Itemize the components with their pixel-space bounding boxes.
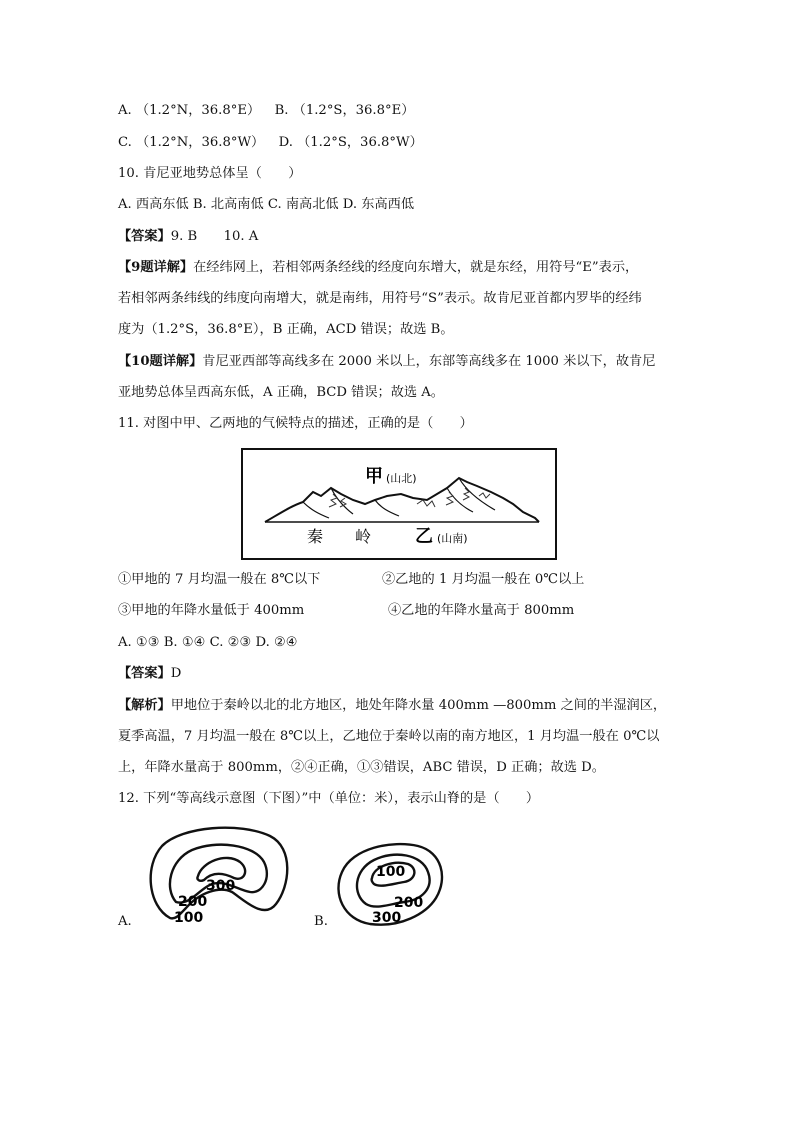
- explain10-tag: 【10题详解】: [118, 354, 203, 369]
- q11-item-4: ④乙地的年降水量高于 800mm: [388, 603, 575, 618]
- q11-items-row-1: [118, 570, 584, 590]
- contour-b-100: 100: [376, 864, 406, 880]
- label-jia-note: (山北): [386, 472, 417, 485]
- q9-options-row-2: [118, 133, 423, 153]
- fig-b-label: B.: [314, 914, 328, 929]
- answer-tag: 【答案】: [118, 229, 171, 244]
- contour-b-300: 300: [372, 910, 402, 926]
- answer-11-tag: 【答案】: [118, 666, 171, 681]
- answer-11-text: D: [170, 666, 182, 681]
- contour-b-200: 200: [394, 895, 424, 911]
- explain10-line-2: 亚地势总体呈西高东低，A 正确，BCD 错误；故选 A。: [118, 385, 444, 400]
- explain9-text-1: 在经纬网上，若相邻两条经线的经度向东增大，就是东经，用符号“E”表示，: [193, 260, 639, 275]
- q11-items-row-2: [118, 601, 574, 621]
- q9-option-c: C. （1.2°N，36.8°W）: [118, 135, 265, 150]
- answer-11: [118, 664, 181, 684]
- q12-stem: 12. 下列“等高线示意图（下图）”中（单位：米），表示山脊的是（ ）: [118, 791, 540, 806]
- q10-options: A. 西高东低 B. 北高南低 C. 南高北低 D. 东高西低: [118, 197, 415, 212]
- explain9-tag: 【9题详解】: [118, 260, 194, 275]
- analysis11-line-1: [118, 696, 666, 716]
- analysis11-tag: 【解析】: [118, 698, 171, 713]
- q9-option-d: D. （1.2°S，36.8°W）: [278, 135, 423, 150]
- label-yi: 乙: [415, 526, 433, 547]
- contour-figure-b: [330, 836, 450, 928]
- label-yi-note: (山南): [437, 532, 468, 545]
- contour-figure-a: [140, 822, 300, 928]
- explain9-line-3: 度为（1.2°S，36.8°E），B 正确，ACD 错误；故选 B。: [118, 322, 454, 337]
- figure-frame: [242, 449, 556, 559]
- analysis11-line-2: 夏季高温，7 月均温一般在 8℃以上，乙地位于秦岭以南的南方地区，1 月均温一般在 0℃以: [118, 729, 660, 744]
- q9-option-a: A. （1.2°N，36.8°E）: [118, 103, 261, 118]
- contour-a-200: 200: [178, 894, 208, 910]
- q11-options: A. ①③ B. ①④ C. ②③ D. ②④: [118, 635, 298, 650]
- q9-option-b: B. （1.2°S，36.8°E）: [274, 103, 415, 118]
- answer-text: 9. B 10. A: [170, 229, 259, 244]
- q11-item-3: ③甲地的年降水量低于 400mm: [118, 603, 305, 618]
- contour-a-100: 100: [174, 910, 204, 926]
- qinling-mountain-figure: [241, 448, 557, 560]
- label-qinling: 秦 岭: [307, 527, 372, 546]
- analysis11-line-3: 上，年降水量高于 800mm，②④正确，①③错误，ABC 错误，D 正确；故选 D。: [118, 760, 605, 775]
- q11-item-2: ②乙地的 1 月均温一般在 0℃以上: [382, 572, 585, 587]
- answer-9-10: [118, 227, 258, 247]
- explain10-line-1: [118, 352, 655, 372]
- analysis11-text-1: 甲地位于秦岭以北的北方地区，地处年降水量 400mm —800mm 之间的半湿润区，: [170, 698, 667, 713]
- q11-stem: 11. 对图中甲、乙两地的气候特点的描述，正确的是（ ）: [118, 416, 473, 431]
- q10-stem: 10. 肯尼亚地势总体呈（ ）: [118, 166, 302, 181]
- q11-item-1: ①甲地的 7 月均温一般在 8℃以下: [118, 572, 321, 587]
- q9-options-row-1: [118, 101, 414, 121]
- contour-a-300: 300: [206, 878, 236, 894]
- explain10-text-1: 肯尼亚西部等高线多在 2000 米以上，东部等高线多在 1000 米以下，故肯尼: [202, 354, 656, 369]
- label-jia: 甲: [365, 466, 383, 487]
- fig-a-label: A.: [118, 914, 132, 929]
- explain9-line-2: 若相邻两条纬线的纬度向南增大，就是南纬，用符号“S”表示。故肯尼亚首都内罗毕的经纬: [118, 291, 642, 306]
- explain9-line-1: [118, 258, 638, 278]
